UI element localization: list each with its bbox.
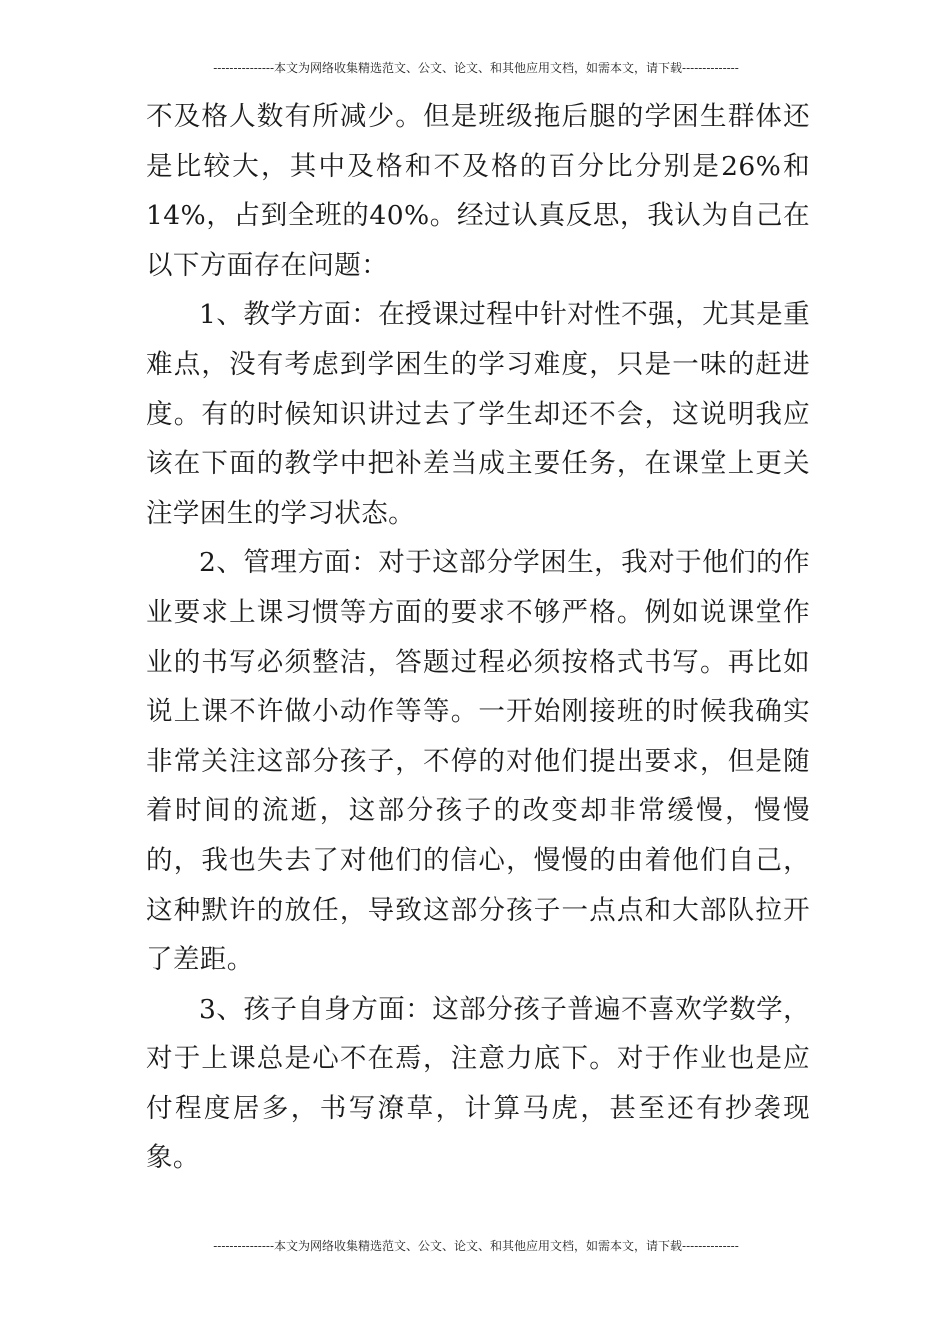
paragraph-management: 2、管理方面：对于这部分学困生，我对于他们的作业要求上课习惯等方面的要求不够严格。例如说课堂作业的书写必须整洁，答题过程必须按格式书写。再比如说上课不许做小动作等等。一开始刚接班的时候我确实非常关注这部分孩子，不停的对他们提出要求，但是随着时间的流逝，这部分孩子的改变却非常缓慢，慢慢的，我也失去了对他们的信心，慢慢的由着他们自己，这种默许的放任，导致这部分孩子一点点和大部队拉开了差距。 [146, 547, 810, 976]
paragraph-teaching: 1、教学方面：在授课过程中针对性不强，尤其是重难点，没有考虑到学困生的学习难度，只是一味的赶进度。有的时候知识讲过去了学生却还不会，这说明我应该在下面的教学中把补差当成主要任务，在课堂上更关注学困生的学习状态。 [146, 299, 810, 529]
paragraph-students: 3、孩子自身方面：这部分孩子普遍不喜欢学数学，对于上课总是心不在焉，注意力底下。对于作业也是应付程度居多，书写潦草，计算马虎，甚至还有抄袭现象。 [146, 993, 810, 1174]
document-body [146, 92, 810, 1183]
footer-banner: ---------------本文为网络收集精选范文、公文、论文、和其他应用文档，如需本文，请下载-------------- [213, 1239, 739, 1253]
paragraph-continuation: 不及格人数有所减少。但是班级拖后腿的学困生群体还是比较大，其中及格和不及格的百分比分别是26%和14%，占到全班的40%。经过认真反思，我认为自己在以下方面存在问题： [146, 101, 810, 281]
header-banner: ---------------本文为网络收集精选范文、公文、论文、和其他应用文档，如需本文，请下载-------------- [213, 61, 739, 75]
